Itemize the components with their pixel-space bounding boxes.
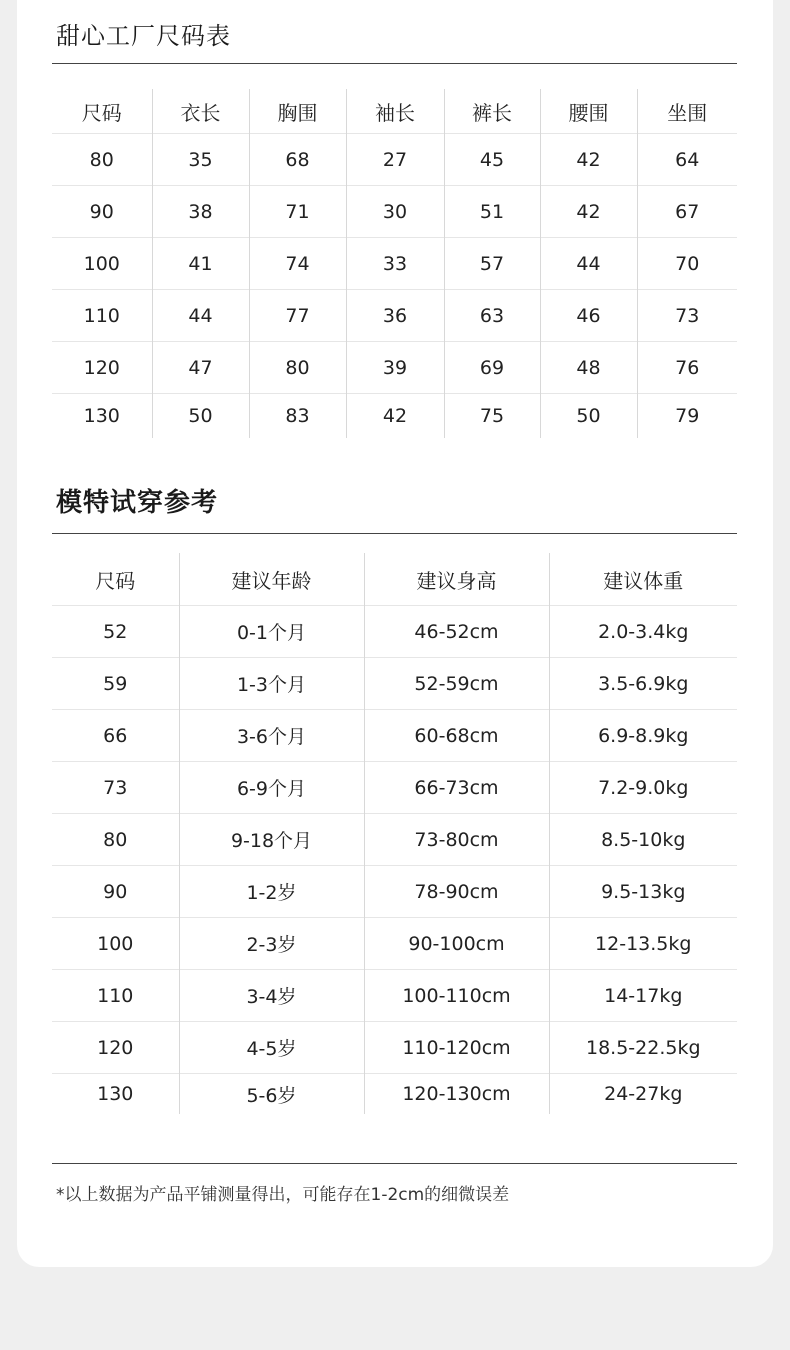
table-row	[52, 970, 737, 1022]
value-cell: 2-3岁	[179, 918, 364, 970]
column-header: 建议身高	[364, 553, 549, 606]
value-cell: 2.0-3.4kg	[549, 606, 737, 658]
size-chart-divider	[52, 63, 737, 64]
footnote-text: *以上数据为产品平铺测量得出，可能存在1-2cm的细微误差	[56, 1185, 510, 1205]
column-header: 坐围	[637, 89, 737, 134]
column-header: 袖长	[346, 89, 444, 134]
size-cell: 73	[52, 762, 179, 814]
size-cell: 66	[52, 710, 179, 762]
table-row	[52, 658, 737, 710]
value-cell: 42	[540, 134, 637, 186]
size-cell: 130	[52, 1074, 179, 1115]
value-cell: 14-17kg	[549, 970, 737, 1022]
value-cell: 110-120cm	[364, 1022, 549, 1074]
column-header: 裤长	[444, 89, 540, 134]
size-cell: 90	[52, 186, 152, 238]
value-cell: 48	[540, 342, 637, 394]
value-cell: 0-1个月	[179, 606, 364, 658]
value-cell: 9-18个月	[179, 814, 364, 866]
value-cell: 73-80cm	[364, 814, 549, 866]
table-row	[52, 238, 737, 290]
value-cell: 66-73cm	[364, 762, 549, 814]
size-cell: 59	[52, 658, 179, 710]
size-cell: 120	[52, 342, 152, 394]
table-row	[52, 134, 737, 186]
model-fit-divider	[52, 533, 737, 534]
value-cell: 63	[444, 290, 540, 342]
size-chart-title: 甜心工厂尺码表	[56, 22, 231, 50]
value-cell: 27	[346, 134, 444, 186]
value-cell: 78-90cm	[364, 866, 549, 918]
value-cell: 35	[152, 134, 249, 186]
value-cell: 83	[249, 394, 346, 439]
table-row	[52, 394, 737, 439]
value-cell: 44	[540, 238, 637, 290]
header-row	[52, 553, 737, 606]
value-cell: 46-52cm	[364, 606, 549, 658]
value-cell: 80	[249, 342, 346, 394]
value-cell: 12-13.5kg	[549, 918, 737, 970]
value-cell: 50	[540, 394, 637, 439]
column-header: 建议年龄	[179, 553, 364, 606]
value-cell: 74	[249, 238, 346, 290]
value-cell: 44	[152, 290, 249, 342]
size-cell: 130	[52, 394, 152, 439]
table-row	[52, 186, 737, 238]
value-cell: 24-27kg	[549, 1074, 737, 1115]
value-cell: 64	[637, 134, 737, 186]
value-cell: 57	[444, 238, 540, 290]
value-cell: 41	[152, 238, 249, 290]
value-cell: 38	[152, 186, 249, 238]
column-header: 衣长	[152, 89, 249, 134]
table-row	[52, 342, 737, 394]
value-cell: 68	[249, 134, 346, 186]
value-cell: 70	[637, 238, 737, 290]
size-cell: 110	[52, 970, 179, 1022]
model-fit-table	[52, 553, 737, 1114]
table-row	[52, 762, 737, 814]
value-cell: 5-6岁	[179, 1074, 364, 1115]
value-cell: 120-130cm	[364, 1074, 549, 1115]
value-cell: 51	[444, 186, 540, 238]
table-row	[52, 290, 737, 342]
column-header: 胸围	[249, 89, 346, 134]
value-cell: 69	[444, 342, 540, 394]
size-cell: 80	[52, 134, 152, 186]
value-cell: 1-2岁	[179, 866, 364, 918]
size-cell: 90	[52, 866, 179, 918]
value-cell: 73	[637, 290, 737, 342]
value-cell: 3-4岁	[179, 970, 364, 1022]
column-header: 尺码	[95, 568, 136, 593]
column-header: 尺码	[81, 100, 122, 125]
table-row	[52, 1022, 737, 1074]
value-cell: 100-110cm	[364, 970, 549, 1022]
size-cell: 80	[52, 814, 179, 866]
value-cell: 46	[540, 290, 637, 342]
value-cell: 9.5-13kg	[549, 866, 737, 918]
value-cell: 42	[540, 186, 637, 238]
value-cell: 1-3个月	[179, 658, 364, 710]
value-cell: 67	[637, 186, 737, 238]
value-cell: 33	[346, 238, 444, 290]
value-cell: 60-68cm	[364, 710, 549, 762]
value-cell: 77	[249, 290, 346, 342]
value-cell: 71	[249, 186, 346, 238]
table-row	[52, 1074, 737, 1115]
value-cell: 52-59cm	[364, 658, 549, 710]
size-cell: 120	[52, 1022, 179, 1074]
column-header: 建议体重	[549, 553, 737, 606]
value-cell: 6-9个月	[179, 762, 364, 814]
value-cell: 30	[346, 186, 444, 238]
size-cell: 110	[52, 290, 152, 342]
header-row	[52, 89, 737, 134]
model-fit-title: 模特试穿参考	[56, 488, 219, 518]
value-cell: 6.9-8.9kg	[549, 710, 737, 762]
value-cell: 42	[346, 394, 444, 439]
value-cell: 75	[444, 394, 540, 439]
table-row	[52, 606, 737, 658]
table-row	[52, 866, 737, 918]
table-row	[52, 814, 737, 866]
table-row	[52, 918, 737, 970]
value-cell: 18.5-22.5kg	[549, 1022, 737, 1074]
value-cell: 79	[637, 394, 737, 439]
size-chart-table	[52, 89, 737, 438]
column-header: 腰围	[540, 89, 637, 134]
footnote-divider	[52, 1163, 737, 1164]
value-cell: 90-100cm	[364, 918, 549, 970]
value-cell: 36	[346, 290, 444, 342]
size-cell: 100	[52, 918, 179, 970]
value-cell: 7.2-9.0kg	[549, 762, 737, 814]
value-cell: 39	[346, 342, 444, 394]
value-cell: 3.5-6.9kg	[549, 658, 737, 710]
value-cell: 47	[152, 342, 249, 394]
size-cell: 52	[52, 606, 179, 658]
value-cell: 8.5-10kg	[549, 814, 737, 866]
size-cell: 100	[52, 238, 152, 290]
value-cell: 50	[152, 394, 249, 439]
value-cell: 45	[444, 134, 540, 186]
table-row	[52, 710, 737, 762]
value-cell: 3-6个月	[179, 710, 364, 762]
value-cell: 4-5岁	[179, 1022, 364, 1074]
value-cell: 76	[637, 342, 737, 394]
